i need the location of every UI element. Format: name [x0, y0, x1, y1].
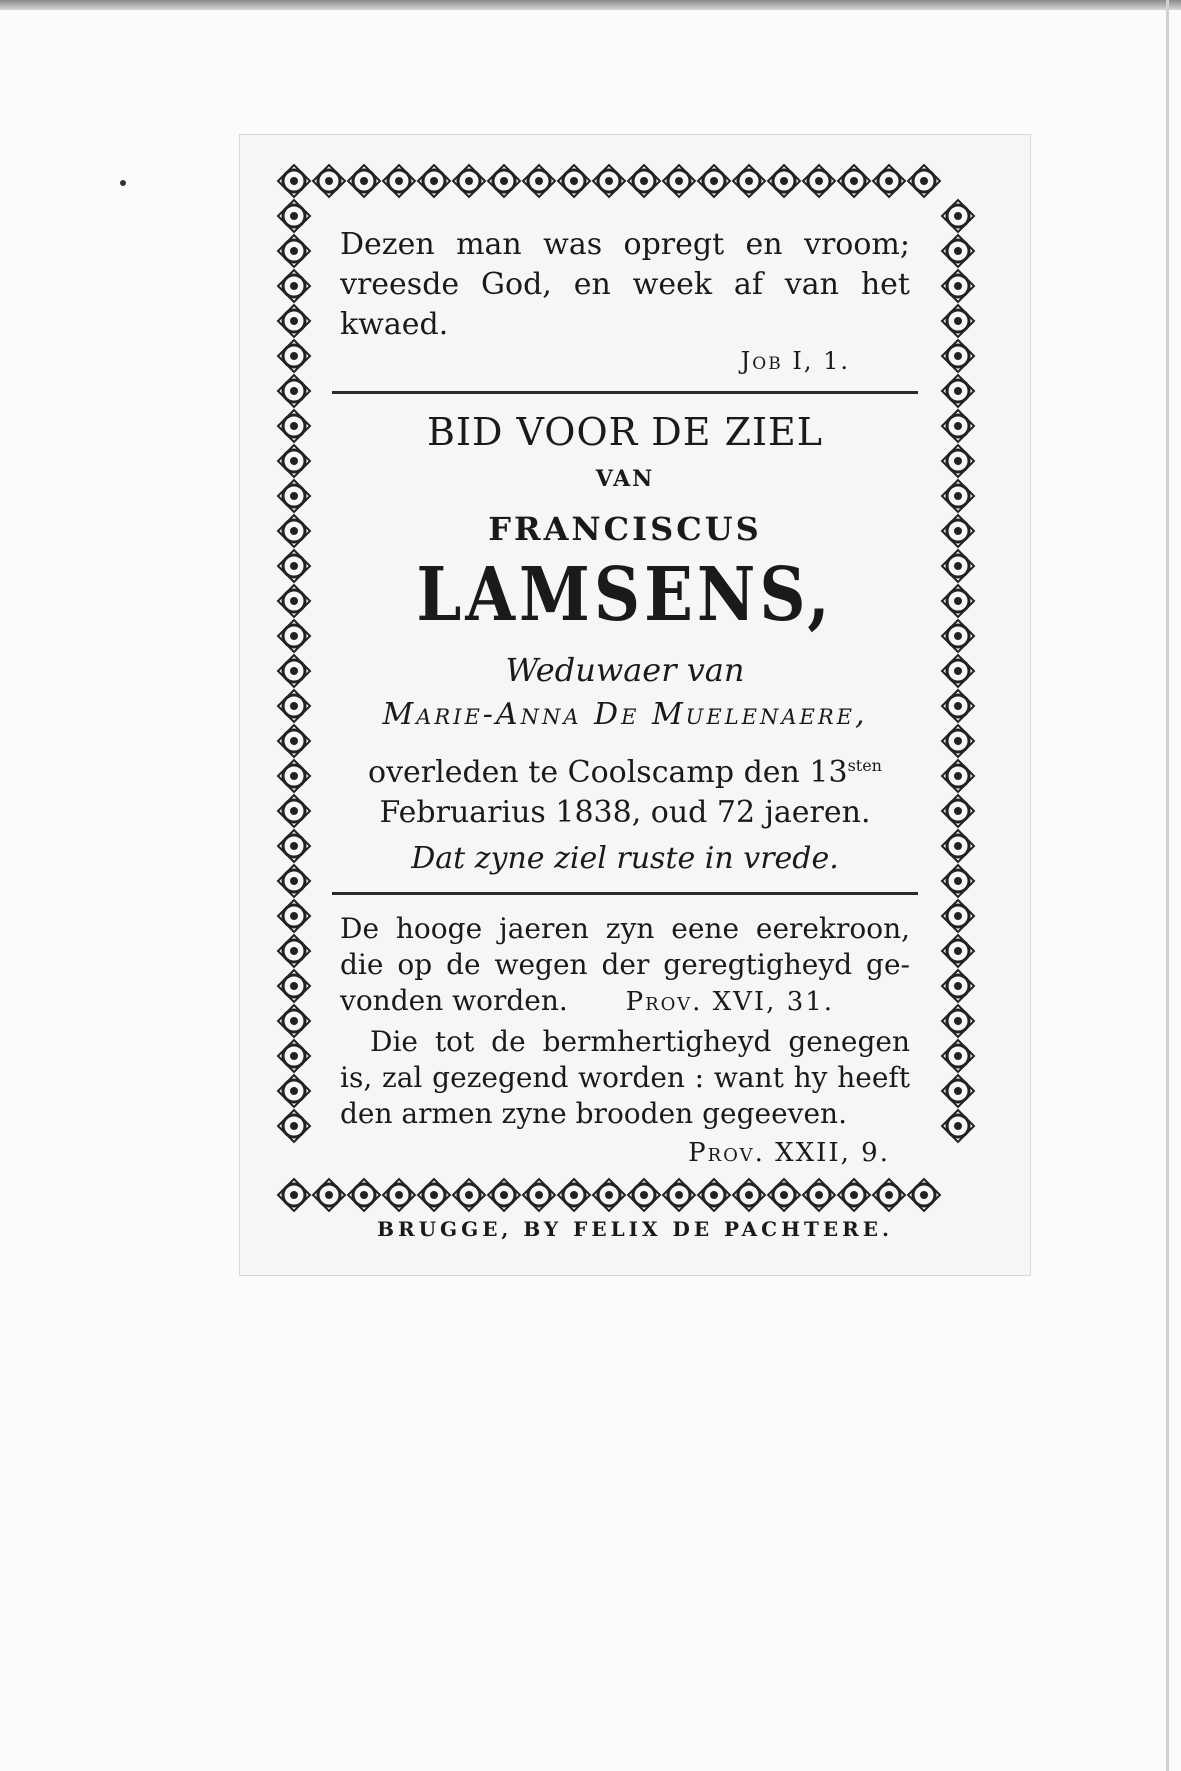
border-ornament	[278, 1179, 310, 1211]
border-ornament	[383, 1179, 415, 1211]
border-ornament	[278, 305, 310, 337]
border-ornament	[942, 830, 974, 862]
epigraph-line-1: Dezen man was opregt en vroom;	[340, 227, 910, 262]
border-ornament	[942, 1075, 974, 1107]
border-ornament	[278, 690, 310, 722]
scan-right-edge	[1166, 0, 1169, 1771]
border-ornament	[278, 1110, 310, 1142]
border-ornament	[278, 935, 310, 967]
proverb1-last: vonden worden.	[340, 984, 568, 1017]
border-ornament	[942, 1005, 974, 1037]
border-ornament	[838, 165, 870, 197]
border-ornament	[942, 585, 974, 617]
border-ornament	[942, 865, 974, 897]
border-ornament	[838, 1179, 870, 1211]
border-ornament	[942, 200, 974, 232]
border-ornament	[942, 795, 974, 827]
border-ornament	[278, 550, 310, 582]
border-ornament	[278, 725, 310, 757]
border-ornament	[278, 200, 310, 232]
border-ornament	[942, 550, 974, 582]
border-ornament	[942, 410, 974, 442]
border-ornament	[278, 1005, 310, 1037]
border-ornament	[628, 1179, 660, 1211]
border-ornament	[873, 165, 905, 197]
border-ornament	[278, 970, 310, 1002]
border-ornament	[488, 165, 520, 197]
border-ornament	[942, 305, 974, 337]
border-ornament	[628, 165, 660, 197]
border-ornament	[942, 480, 974, 512]
border-ornament	[278, 235, 310, 267]
border-ornament	[278, 480, 310, 512]
border-ornament	[942, 235, 974, 267]
border-ornament	[488, 1179, 520, 1211]
border-ornament	[942, 760, 974, 792]
border-ornament	[768, 165, 800, 197]
border-ornament	[278, 865, 310, 897]
border-ornament	[803, 165, 835, 197]
scan-speck	[120, 180, 126, 186]
border-ornament	[558, 165, 590, 197]
border-ornament	[523, 1179, 555, 1211]
border-ornament	[873, 1179, 905, 1211]
border-ornament	[942, 515, 974, 547]
border-ornament	[908, 165, 940, 197]
border-ornament	[348, 1179, 380, 1211]
epigraph-reference: Job I, 1.	[740, 347, 850, 375]
border-ornament	[908, 1179, 940, 1211]
scan-top-edge	[0, 0, 1181, 10]
border-ornament	[383, 165, 415, 197]
spouse-name: Marie-Anna De Muelenaere,	[382, 697, 868, 732]
border-ornament	[278, 445, 310, 477]
border-ornament	[942, 340, 974, 372]
border-ornament	[523, 165, 555, 197]
proverb2-line-1: Die tot de bermhertigheyd genegen	[370, 1025, 910, 1058]
border-ornament	[663, 165, 695, 197]
van-label: VAN	[595, 466, 655, 492]
widower-label: Weduwaer van	[505, 651, 745, 689]
deceased-surname: LAMSENS,	[416, 552, 834, 639]
border-ornament	[278, 375, 310, 407]
epigraph-line-2: vreesde God, en week af van het kwaed.	[340, 267, 910, 342]
border-ornament	[278, 270, 310, 302]
border-ornament	[942, 725, 974, 757]
border-ornament	[558, 1179, 590, 1211]
border-ornament	[698, 165, 730, 197]
proverb2-line-3: den armen zyne brooden gegeeven.	[340, 1097, 847, 1130]
border-ornament	[453, 165, 485, 197]
border-ornament	[942, 270, 974, 302]
border-ornament	[663, 1179, 695, 1211]
border-ornament	[733, 1179, 765, 1211]
border-ornament	[278, 830, 310, 862]
border-ornament	[278, 1075, 310, 1107]
border-ornament	[942, 445, 974, 477]
border-ornament	[593, 1179, 625, 1211]
rest-in-peace: Dat zyne ziel ruste in vrede.	[411, 841, 839, 876]
border-ornament	[278, 410, 310, 442]
memorial-card	[240, 135, 1030, 1275]
border-ornament	[278, 1040, 310, 1072]
border-ornament	[942, 655, 974, 687]
border-ornament	[278, 515, 310, 547]
border-ornament	[698, 1179, 730, 1211]
death-line-2: Februarius 1838, oud 72 jaeren.	[379, 795, 871, 830]
border-ornament	[593, 165, 625, 197]
border-ornament	[942, 935, 974, 967]
border-ornament	[278, 340, 310, 372]
border-ornament	[278, 585, 310, 617]
border-ornament	[278, 165, 310, 197]
border-ornament	[418, 1179, 450, 1211]
card-content	[340, 225, 910, 1168]
death-line-1	[330, 746, 920, 793]
border-ornament	[278, 655, 310, 687]
border-ornament	[418, 165, 450, 197]
proverb1-line-1: De hooge jaeren zyn eene eerekroon,	[340, 912, 910, 945]
divider-bottom	[332, 892, 918, 895]
border-ornament	[733, 165, 765, 197]
proverb2-line-2: is, zal gezegend worden : want hy heeft	[340, 1061, 910, 1094]
deceased-first-name: FRANCISCUS	[488, 510, 762, 548]
border-ornament	[278, 900, 310, 932]
border-ornament	[278, 620, 310, 652]
death-day-suffix: sten	[847, 756, 882, 775]
proverb1-reference: Prov. XVI, 31.	[625, 987, 835, 1017]
border-ornament	[942, 1110, 974, 1142]
border-ornament	[942, 1040, 974, 1072]
printer-imprint: BRUGGE, BY FELIX DE PACHTERE.	[377, 1217, 893, 1241]
border-ornament	[453, 1179, 485, 1211]
border-ornament	[278, 795, 310, 827]
border-ornament	[942, 620, 974, 652]
border-ornament	[278, 760, 310, 792]
border-ornament	[942, 970, 974, 1002]
border-ornament	[942, 690, 974, 722]
border-ornament	[803, 1179, 835, 1211]
border-ornament	[313, 165, 345, 197]
border-ornament	[313, 1179, 345, 1211]
proverb1-line-2: die op de wegen der geregtigheyd ge-	[340, 948, 910, 981]
border-ornament	[942, 900, 974, 932]
prayer-heading: BID VOOR DE ZIEL	[427, 410, 823, 454]
border-ornament	[348, 165, 380, 197]
border-ornament	[768, 1179, 800, 1211]
death-line-1-text: overleden te Coolscamp den 13	[368, 755, 848, 790]
border-ornament	[942, 375, 974, 407]
divider-top	[332, 391, 918, 394]
proverb1-line-3	[340, 983, 910, 1020]
proverb2-reference: Prov. XXII, 9.	[688, 1138, 890, 1168]
